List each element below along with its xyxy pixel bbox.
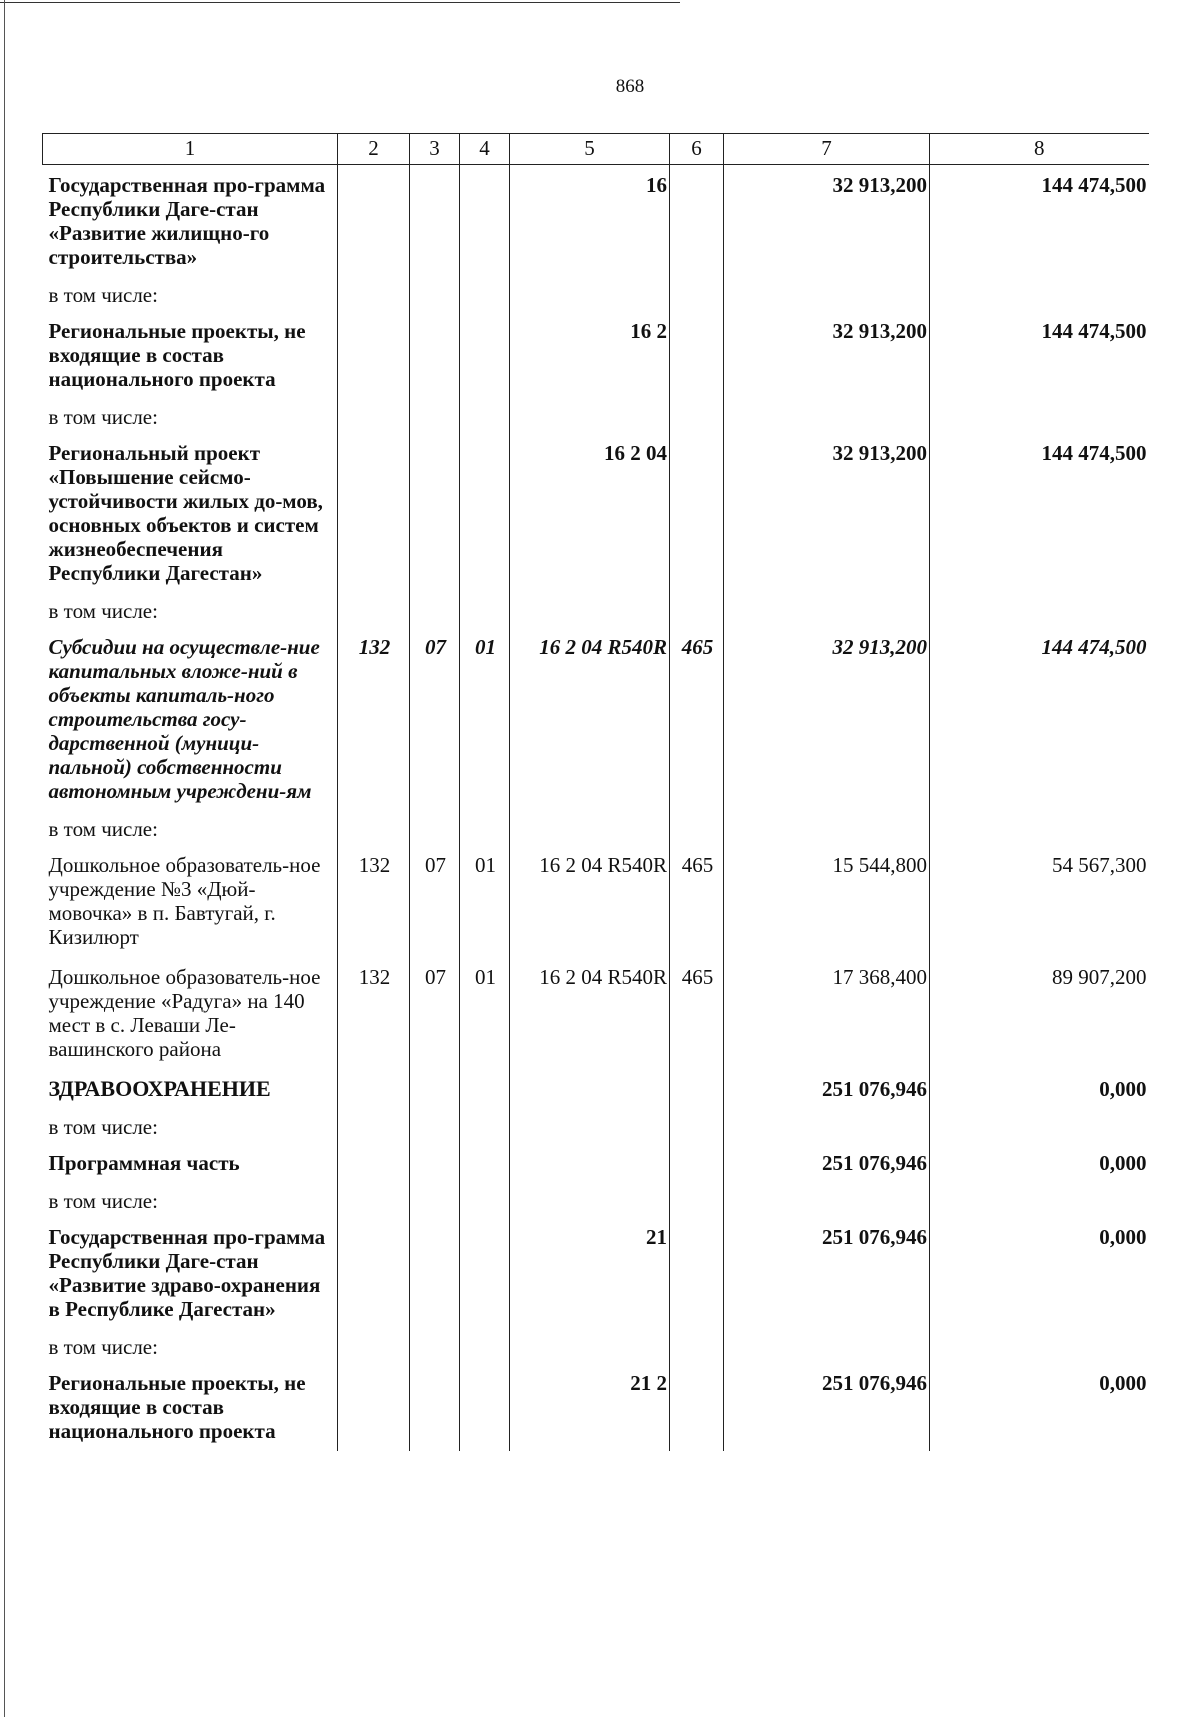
code-ministry: 132 xyxy=(338,957,410,1069)
code-subsection: 01 xyxy=(460,957,510,1069)
code-target xyxy=(510,1143,670,1183)
code-target: 16 2 04 xyxy=(510,433,670,593)
item-name: Государственная про-грамма Республики Даге-стан «Развитие здраво-охранения в Республике Дагестан» xyxy=(43,1217,338,1329)
table-row xyxy=(43,277,1149,311)
code-section: 07 xyxy=(410,845,460,957)
code-subsection xyxy=(460,1363,510,1451)
column-header: 2 xyxy=(338,134,410,165)
amount-col7: 251 076,946 xyxy=(724,1217,930,1329)
code-expense-type xyxy=(670,399,724,433)
code-subsection xyxy=(460,277,510,311)
amount-col7 xyxy=(724,1329,930,1363)
amount-col8 xyxy=(930,399,1149,433)
code-ministry xyxy=(338,1143,410,1183)
code-ministry xyxy=(338,277,410,311)
code-section xyxy=(410,593,460,627)
code-subsection xyxy=(460,1329,510,1363)
code-subsection: 01 xyxy=(460,627,510,811)
code-section xyxy=(410,165,460,278)
code-ministry: 132 xyxy=(338,627,410,811)
code-target xyxy=(510,1183,670,1217)
code-section xyxy=(410,1109,460,1143)
amount-col8: 89 907,200 xyxy=(930,957,1149,1069)
table-row xyxy=(43,1109,1149,1143)
item-name: в том числе: xyxy=(43,811,338,845)
code-section: 07 xyxy=(410,957,460,1069)
code-ministry xyxy=(338,811,410,845)
table-row xyxy=(43,593,1149,627)
budget-table xyxy=(42,133,1149,1451)
code-subsection xyxy=(460,593,510,627)
table-header-row xyxy=(43,134,1149,165)
code-expense-type xyxy=(670,1217,724,1329)
code-subsection xyxy=(460,811,510,845)
table-row xyxy=(43,1183,1149,1217)
code-target: 21 xyxy=(510,1217,670,1329)
item-name: Субсидии на осуществле-ние капитальных вложе-ний в объекты капиталь-ного строительства госу-дарственной (муници-пальной) собственности автономным учреждени-ям xyxy=(43,627,338,811)
code-target xyxy=(510,277,670,311)
column-header: 3 xyxy=(410,134,460,165)
amount-col7: 15 544,800 xyxy=(724,845,930,957)
code-section: 07 xyxy=(410,627,460,811)
code-subsection xyxy=(460,399,510,433)
code-subsection xyxy=(460,165,510,278)
amount-col8: 0,000 xyxy=(930,1363,1149,1451)
column-header: 5 xyxy=(510,134,670,165)
amount-col8: 144 474,500 xyxy=(930,627,1149,811)
amount-col7: 32 913,200 xyxy=(724,165,930,278)
code-target: 16 2 04 R540R xyxy=(510,845,670,957)
item-name: в том числе: xyxy=(43,593,338,627)
item-name: Программная часть xyxy=(43,1143,338,1183)
code-ministry xyxy=(338,1109,410,1143)
code-ministry xyxy=(338,593,410,627)
item-name: в том числе: xyxy=(43,1329,338,1363)
amount-col8: 0,000 xyxy=(930,1143,1149,1183)
code-target xyxy=(510,1069,670,1109)
code-ministry xyxy=(338,1363,410,1451)
table-row xyxy=(43,811,1149,845)
code-section xyxy=(410,311,460,399)
amount-col8: 144 474,500 xyxy=(930,433,1149,593)
table-body xyxy=(43,165,1149,1452)
code-expense-type: 465 xyxy=(670,957,724,1069)
code-expense-type xyxy=(670,1183,724,1217)
top-border-line xyxy=(0,2,680,3)
code-target: 16 xyxy=(510,165,670,278)
table-row xyxy=(43,1069,1149,1109)
table-row xyxy=(43,1217,1149,1329)
code-expense-type: 465 xyxy=(670,627,724,811)
code-expense-type xyxy=(670,1143,724,1183)
table-row xyxy=(43,845,1149,957)
column-header: 7 xyxy=(724,134,930,165)
code-target xyxy=(510,593,670,627)
item-name: в том числе: xyxy=(43,277,338,311)
code-section xyxy=(410,1143,460,1183)
code-target xyxy=(510,1109,670,1143)
column-header: 4 xyxy=(460,134,510,165)
code-subsection xyxy=(460,1183,510,1217)
item-name: Дошкольное образователь-ное учреждение №3 «Дюй-мовочка» в п. Бавтугай, г. Кизилюрт xyxy=(43,845,338,957)
item-name: в том числе: xyxy=(43,1109,338,1143)
code-target xyxy=(510,811,670,845)
amount-col8 xyxy=(930,593,1149,627)
amount-col7: 32 913,200 xyxy=(724,433,930,593)
amount-col8: 144 474,500 xyxy=(930,311,1149,399)
table-row xyxy=(43,433,1149,593)
code-subsection: 01 xyxy=(460,845,510,957)
table-row xyxy=(43,957,1149,1069)
table-row xyxy=(43,1363,1149,1451)
item-name: Региональные проекты, не входящие в состав национального проекта xyxy=(43,311,338,399)
code-target: 16 2 04 R540R xyxy=(510,627,670,811)
item-name: Региональные проекты, не входящие в состав национального проекта xyxy=(43,1363,338,1451)
amount-col8 xyxy=(930,811,1149,845)
code-ministry xyxy=(338,1329,410,1363)
code-section xyxy=(410,1183,460,1217)
table-row xyxy=(43,627,1149,811)
code-section xyxy=(410,433,460,593)
code-expense-type xyxy=(670,1069,724,1109)
code-expense-type xyxy=(670,165,724,278)
code-expense-type xyxy=(670,311,724,399)
code-ministry xyxy=(338,433,410,593)
amount-col7: 17 368,400 xyxy=(724,957,930,1069)
code-expense-type xyxy=(670,433,724,593)
code-subsection xyxy=(460,433,510,593)
amount-col7 xyxy=(724,277,930,311)
code-ministry xyxy=(338,399,410,433)
code-section xyxy=(410,811,460,845)
code-expense-type xyxy=(670,1363,724,1451)
code-target: 21 2 xyxy=(510,1363,670,1451)
table-row xyxy=(43,399,1149,433)
code-section xyxy=(410,277,460,311)
code-subsection xyxy=(460,311,510,399)
column-header: 8 xyxy=(930,134,1149,165)
page-number: 868 xyxy=(615,76,645,97)
table-row xyxy=(43,311,1149,399)
code-subsection xyxy=(460,1069,510,1109)
code-subsection xyxy=(460,1143,510,1183)
code-section xyxy=(410,399,460,433)
code-ministry xyxy=(338,1069,410,1109)
code-ministry xyxy=(338,1217,410,1329)
item-name: Дошкольное образователь-ное учреждение «Радуга» на 140 мест в с. Леваши Ле-вашинского района xyxy=(43,957,338,1069)
amount-col7 xyxy=(724,399,930,433)
item-name: в том числе: xyxy=(43,1183,338,1217)
amount-col7 xyxy=(724,1183,930,1217)
amount-col8: 0,000 xyxy=(930,1217,1149,1329)
left-border-line xyxy=(4,0,5,1717)
code-target: 16 2 04 R540R xyxy=(510,957,670,1069)
item-name: ЗДРАВООХРАНЕНИЕ xyxy=(43,1069,338,1109)
amount-col7 xyxy=(724,593,930,627)
code-section xyxy=(410,1363,460,1451)
amount-col7: 251 076,946 xyxy=(724,1069,930,1109)
table-row xyxy=(43,1329,1149,1363)
amount-col8: 0,000 xyxy=(930,1069,1149,1109)
amount-col7 xyxy=(724,1109,930,1143)
amount-col7 xyxy=(724,811,930,845)
code-expense-type: 465 xyxy=(670,845,724,957)
table-row xyxy=(43,165,1149,278)
column-header: 1 xyxy=(43,134,338,165)
code-section xyxy=(410,1217,460,1329)
code-section xyxy=(410,1329,460,1363)
amount-col7: 251 076,946 xyxy=(724,1363,930,1451)
code-expense-type xyxy=(670,277,724,311)
amount-col8 xyxy=(930,1109,1149,1143)
amount-col7: 32 913,200 xyxy=(724,627,930,811)
amount-col8: 54 567,300 xyxy=(930,845,1149,957)
item-name: Региональный проект «Повышение сейсмо-устойчивости жилых до-мов, основных объектов и систем жизнеобеспечения Республики Дагестан» xyxy=(43,433,338,593)
column-header: 6 xyxy=(670,134,724,165)
code-ministry xyxy=(338,1183,410,1217)
code-ministry xyxy=(338,165,410,278)
code-expense-type xyxy=(670,1329,724,1363)
code-section xyxy=(410,1069,460,1109)
amount-col8 xyxy=(930,1329,1149,1363)
item-name: Государственная про-грамма Республики Даге-стан «Развитие жилищно-го строительства» xyxy=(43,165,338,278)
amount-col7: 251 076,946 xyxy=(724,1143,930,1183)
code-subsection xyxy=(460,1109,510,1143)
code-ministry: 132 xyxy=(338,845,410,957)
code-ministry xyxy=(338,311,410,399)
code-target: 16 2 xyxy=(510,311,670,399)
item-name: в том числе: xyxy=(43,399,338,433)
amount-col8: 144 474,500 xyxy=(930,165,1149,278)
table-row xyxy=(43,1143,1149,1183)
amount-col8 xyxy=(930,1183,1149,1217)
code-target xyxy=(510,1329,670,1363)
code-subsection xyxy=(460,1217,510,1329)
amount-col8 xyxy=(930,277,1149,311)
code-expense-type xyxy=(670,811,724,845)
code-expense-type xyxy=(670,1109,724,1143)
code-target xyxy=(510,399,670,433)
amount-col7: 32 913,200 xyxy=(724,311,930,399)
code-expense-type xyxy=(670,593,724,627)
